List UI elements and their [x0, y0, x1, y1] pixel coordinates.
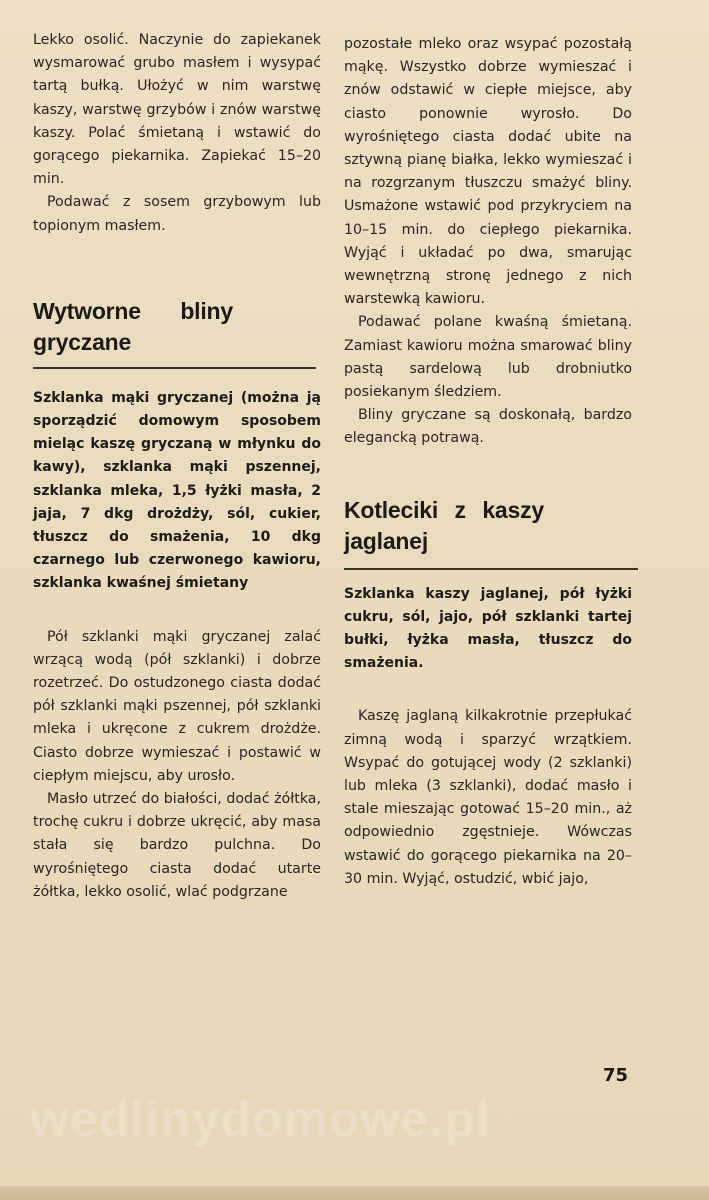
- title-rule: [344, 568, 638, 570]
- title-rule: [33, 367, 316, 369]
- page-number: 75: [603, 1065, 629, 1086]
- recipe-title: Wytworne bliny gryczane: [33, 297, 233, 355]
- ingredients-list: Szklanka kaszy jaglanej, pół łyżki cukru, sól, jajo, pół szklanki tartej bułki, łyżka masła, tłuszcz do smażenia.: [344, 585, 632, 672]
- page-bottom-edge: [0, 1186, 709, 1200]
- ingredients-list: Szklanka mąki gryczanej (można ją sporządzić domowym sposobem mieląc kaszę gryczaną w młynku do kawy), szklanka mąki pszennej, szklanka mleka, 1,5 łyżki masła, 2 jaja, 7 dkg drożdży, sól, cukier, tłuszcz do smażenia, 10 dkg czarnego lub czerwonego kawioru, szklanka kwaśnej śmietany: [33, 389, 321, 592]
- method-paragraph: Kaszę jaglaną kilkakrotnie przepłukać zimną wodą i sparzyć wrzątkiem. Wsypać do gotującej wody (2 szklanki) lub mleka (3 szklanki), dodać masło i stale mieszając gotować 15–20 min., aż odpowiednio zgęstnieje. Wówczas wstawić do gorącego piekarnika na 20–30 min. Wyjąć, ostudzić, wbić jajo,: [344, 708, 632, 887]
- intro-paragraph: Podawać z sosem grzybowym lub topionym masłem.: [33, 194, 321, 234]
- serving-paragraph: Bliny gryczane są doskonałą, bardzo elegancką potrawą.: [344, 407, 632, 447]
- method-paragraph: Pół szklanki mąki gryczanej zalać wrzącą wodą (pół szklanki) i dobrze rozetrzeć. Do ostudzonego ciasta dodać pół szklanki mąki pszennej, pół szklanki mleka i ukręcone z cukrem drożdże. Ciasto dobrze wymieszać i postawić w ciepłym miejscu, aby urosło.: [33, 628, 321, 784]
- right-column: [344, 33, 632, 891]
- method-paragraph: Masło utrzeć do białości, dodać żółtka, trochę cukru i dobrze ukręcić, aby masa stała się bardzo pulchna. Do wyrośniętego ciasta dodać utarte żółtka, lekko osolić, wlać podgrzane: [33, 791, 321, 900]
- recipe-title: Kotleciki z kaszy jaglanej: [344, 496, 544, 554]
- serving-paragraph: Podawać polane kwaśną śmietaną. Zamiast kawioru można smarować bliny pastą sardelową lub drobniutko posiekanym śledziem.: [344, 314, 632, 401]
- intro-paragraph: Lekko osolić. Naczynie do zapiekanek wysmarować grubo masłem i wysypać tartą bułką. Ułożyć w nim warstwę kaszy, warstwę grzybów i znów warstwę kaszy. Polać śmietaną i wstawić do gorącego piekarnika. Zapiekać 15–20 min.: [33, 32, 321, 188]
- left-column: [33, 29, 321, 904]
- watermark: wedlinydomowe.pl: [30, 1091, 491, 1147]
- continuation-paragraph: pozostałe mleko oraz wsypać pozostałą mąkę. Wszystko dobrze wymieszać i znów odstawić w ciepłe miejsce, aby ciasto ponownie wyrosło. Do wyrośniętego ciasta dodać ubite na sztywną pianę białka, lekko wymieszać i na rozgrzanym tłuszczu smażyć bliny. Usmażone wstawić pod przykryciem na 10–15 min. do ciepłego piekarnika. Wyjąć i układać po dwa, smarując wewnętrzną stronę jednego z nich warstewką kawioru.: [344, 36, 632, 308]
